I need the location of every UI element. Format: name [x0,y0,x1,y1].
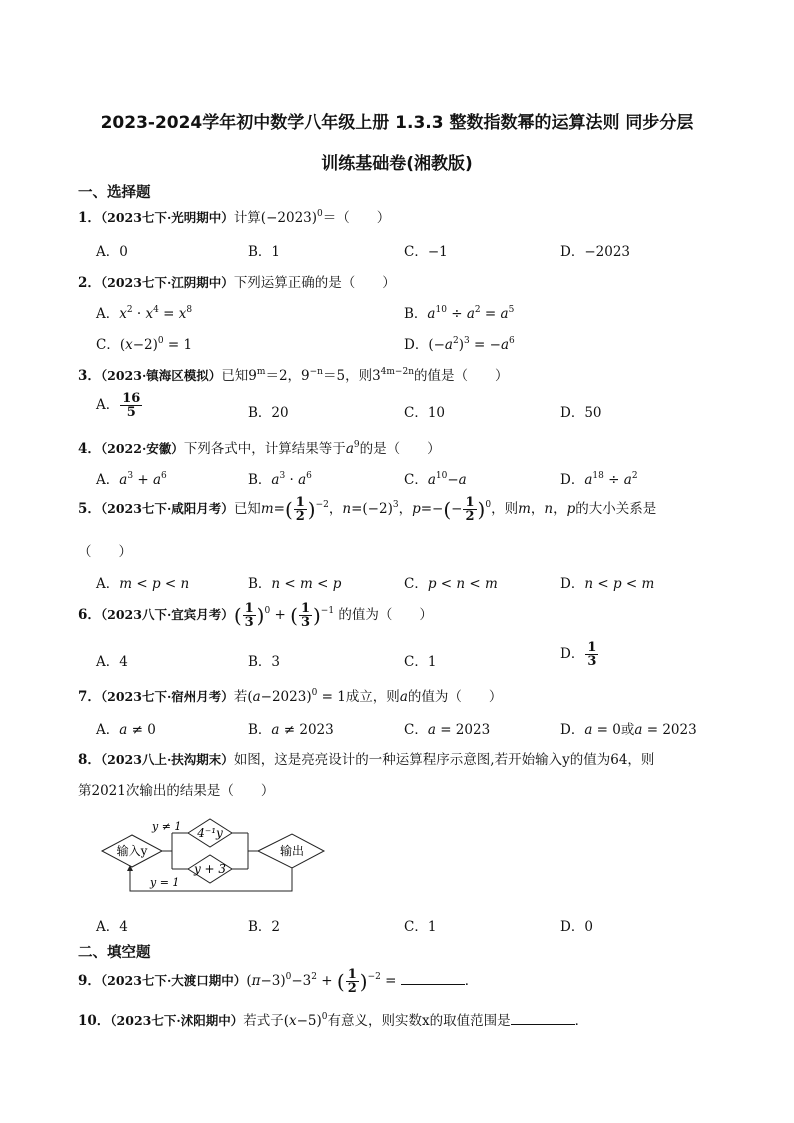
question-number: 5． [78,501,101,517]
option-a: A．$a^3 + a^6$ [96,471,167,488]
option-c: C．$a^{10}-a$ [404,471,467,488]
question-4: 4．（2022·安徽）下列各式中，计算结果等于$a^9$的是（ ） [78,440,441,457]
question-7: 7．（2023七下·宿州月考）若$(a-2023)^0 = 1$成立，则a的值为（ ） [78,688,503,705]
question-source: （2023七下·沭阳期中） [110,1013,244,1028]
question-2 [78,271,396,291]
question-number: 2． [78,275,101,291]
question-tail: ＝（ ） [322,210,391,226]
option-d: D．$a^{18} \div a^2$ [560,471,638,488]
output-label: 输出 [279,844,305,858]
question-source: （2023八上·扶沟期末） [100,752,234,767]
option-a: A．a ≠ 0 [96,722,156,738]
option-a: A．0 [96,244,128,260]
option-d: D．$(-a^2)^3 = -a^6$ [404,336,515,353]
question-text: ＝5，则3 [322,368,381,384]
top-process-label: 4⁻¹y [197,826,223,840]
question-source: （2023七下·宿州月考） [100,689,234,704]
option-b: B．20 [248,405,289,421]
option-d: D． $\frac{1}{3}$ [560,640,597,669]
section-heading-choice: 一、选择题 [78,185,151,201]
question-number: 4． [78,441,101,457]
option-c: C．10 [404,405,446,421]
question-text: 下列各式中，计算结果等于 [183,441,346,457]
question-source: （2022·安徽） [100,441,184,456]
question-8-continuation: 第2021次输出的结果是（ ） [78,783,275,799]
option-b: B．a ≠ 2023 [248,722,334,738]
condition-bottom: y = 1 [150,876,180,889]
answer-blank[interactable] [511,1012,575,1025]
question-text: 的值为（ ） [338,607,433,623]
question-number: 1． [78,210,101,226]
question-number: 6． [78,607,101,623]
question-text: 计算(−2023) [233,210,318,226]
option-b: B．3 [248,654,281,670]
option-a: A．$x^2 \cdot x^4 = x^8$ [96,305,193,322]
period: ． [464,973,479,989]
option-a: A．m < p < n [96,576,190,592]
page-title-line2: 训练基础卷(湘教版) [321,154,473,174]
flow-diagram [100,815,330,897]
question-text: 的值是（ ） [414,368,509,384]
question-number: 3． [78,368,101,384]
question-text: 下列运算正确的是（ ） [233,275,396,291]
question-10: 10．（2023七下·沭阳期中）若式子$(x-5)^0$有意义，则实数x的取值范围是 ． [78,1012,589,1029]
page-title: 2023-2024学年初中数学八年级上册 1.3.3 整数指数幂的运算法则 同步分层 [100,113,694,133]
question-5: 5．（2023七下·咸阳月考）已知m=( $\frac{1}{2}$ )$^{-2}$，$n=(-2)^3$，p=−(− $\frac{1}{2}$ )$^0$，则m，n，p的大小关系是 [78,495,657,524]
question-8 [78,748,654,768]
option-c: C．a = 2023 [404,722,491,738]
exponent: m [256,367,266,377]
option-c: C．−1 [404,244,448,260]
option-b: B．1 [248,244,281,260]
answer-blank[interactable] [401,972,465,985]
question-text: 若式子 [243,1013,284,1029]
question-text: ，则 [491,501,519,517]
option-d: D．a = 0或a = 2023 [560,722,697,738]
question-source: （2023·镇海区模拟） [100,368,222,383]
exponent: 0 [317,209,323,219]
option-b: B．n < m < p [248,576,342,592]
question-source: （2023七下·大渡口期中） [100,973,247,988]
question-text: 已知9 [221,368,257,384]
question-source: （2023八下·宜宾月考） [100,607,234,622]
question-text: 的大小关系是 [575,501,657,517]
question-number: 8． [78,752,101,768]
exponent: 4m−2n [380,367,414,377]
option-d: D．−2023 [560,244,630,260]
option-c: C．1 [404,654,437,670]
question-text: 如图，这是亮亮设计的一种运算程序示意图,若开始输入y的值为64，则 [233,752,655,768]
question-text: 有意义，则实数x的取值范围是 [327,1013,511,1029]
option-c: C．1 [404,919,437,935]
option-a: A．4 [96,919,128,935]
question-source: （2023七下·光明期中） [100,210,234,225]
period: ． [574,1013,589,1029]
question-text: 已知 [233,501,261,517]
question-number: 10． [78,1013,111,1029]
question-text: 的值为（ ） [407,689,503,705]
question-5-continuation: （ ） [78,544,132,560]
question-number: 9． [78,973,101,989]
option-a: A． $\frac{16}{5}$ [96,391,141,420]
question-9: 9．（2023七下·大渡口期中）$(\pi-3)^0-3^2$ + ( $\frac{1}{2}$ )$^{-2}$ = ． [78,967,479,996]
option-c: C．$(x-2)^0 = 1$ [96,336,193,353]
option-d: D．n < p < m [560,576,655,592]
question-source: （2023七下·咸阳月考） [100,501,234,516]
question-6: 6．（2023八下·宜宾月考）( $\frac{1}{3}$ )$^0$ + ( $\frac{1}{3}$ )$^{-1}$ 的值为（ ） [78,601,433,630]
question-text: ＝2，9 [265,368,310,384]
question-3 [78,364,509,384]
exponent: −n [309,367,323,377]
question-source: （2023七下·江阴期中） [100,275,234,290]
question-text: 的是（ ） [359,441,441,457]
option-c: C．p < n < m [404,576,498,592]
option-a: A．4 [96,654,128,670]
question-1 [78,206,390,226]
input-label: 输入y [116,844,148,858]
section-heading-fill: 二、填空题 [78,945,151,961]
option-d: D．0 [560,919,593,935]
option-d: D．50 [560,405,602,421]
option-b: B．$a^{10} \div a^2 = a^5$ [404,305,515,322]
bottom-process-label: y + 3 [193,862,227,876]
condition-top: y ≠ 1 [152,820,182,833]
question-text: 成立，则 [345,689,400,705]
question-number: 7． [78,689,101,705]
option-b: B．$a^3 \cdot a^6$ [248,471,312,488]
question-text: 若 [233,689,248,705]
option-b: B．2 [248,919,281,935]
